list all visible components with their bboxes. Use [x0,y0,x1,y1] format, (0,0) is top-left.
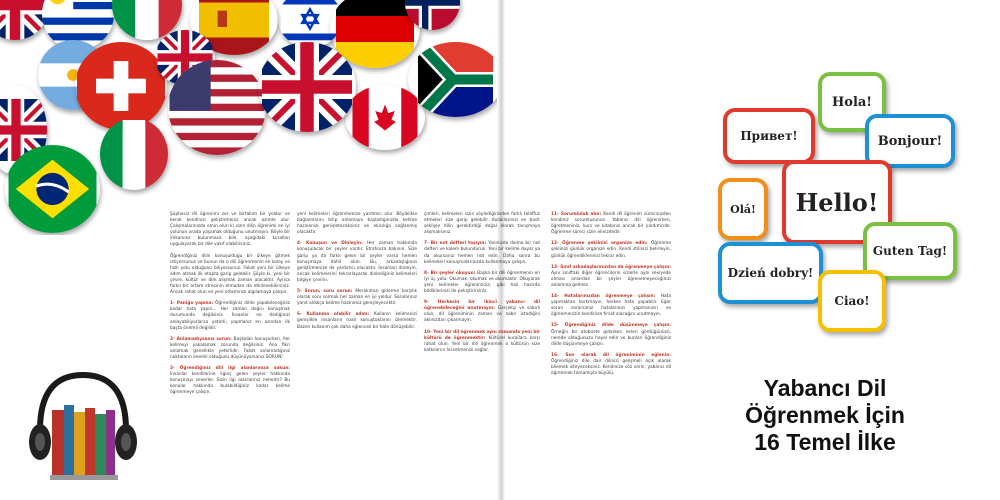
paragraph-text: Her zaman hakkında konuşulacak bir şeyler vardır. Etrafınıza bakının. Size garip ya da farklı gelen bir şeyler varsa hemen konuşmaya dahil olun. Bu, arkadaşlığınızı geliştirmenize de yardımcı olacaktır. İnsanları dinleyin, ancak kelimelerini tekrarlayarak dinlediğiniz kelimeleri bilgiye çevirin. [297,241,417,283]
paragraph-text: Kendi dil öğrenim sürecinizden kendiniz sorumlusunuz. Yabancı dili öğrenirken, öğretmeniniz, kurs ve kitabınız ancak bir yardımcıdır. Öğrenme süreci sizin elinizdedir. [551,212,672,236]
paragraph [297,212,417,236]
brazil-flag-icon [5,145,100,233]
italy-flag-bottom-icon [100,118,168,190]
bubble-dzien-dobry: Dzień dobry! [718,242,823,304]
bubble-ola: Olá! [718,178,768,240]
paragraph-text: Başka bir dili öğrenmenin en iyi üç yolu: Okumak, okumak ve okumaktır. Okuyarak yeni kelimeler öğrenirsiniz; gibi hali hazırda bildiklerinizi de pekiştirirsiniz. [424,270,540,295]
paragraph-text: Merakımızı giderme karşılık olarak soru sormak her zaman en iyi yoldur. Sorularınız yanıt aldıkça kelime hazineniz genişleyecektir. [297,289,417,307]
principle-heading: 4- Konuşun ve Dinleyin: [297,241,368,247]
flag-collage [0,0,505,235]
principle-heading: 6- Kullanma olabilir adım: [297,312,374,318]
principle-heading: 9- Herkesin bir ikinci yabancı dil öğrenebileceğini unutmayın: [424,300,540,312]
paragraph-text: Gerçekçi ve sabırlı olun, dil öğreniminin zaman ve sabır istediğini aklınızdan çıkarmayın. [424,306,540,324]
paragraph [170,301,290,331]
canada-flag-icon [345,85,425,150]
article-title [725,375,925,456]
principle-heading: 5- Sorun, soru sorun: [297,289,356,295]
text-column-4 [551,212,671,382]
paragraph-text: Aynı sınıftaki diğer öğrencilerin sizlerle aynı seviyede olması onlardan bir şeyler öğrenemeyeceğinizi anlamına gelmez. [551,270,671,288]
principle-heading: 13- Sınıf arkadaşlarınızdan da öğrenmeye çalışın: [551,264,671,270]
paragraph [424,300,540,324]
paragraph [551,212,671,236]
paragraph-text: Yanınızda daima bir not defteri ve kalem bulundurun. Yeni bir kelime duyar ya da okursanız hemen not edin. Daha sonra bu kelimeleri konuşmalarınızda kullanmaya çalışın. [424,241,541,265]
principle-heading: 1- Paniğe yapma: [170,301,216,307]
principle-heading: 10- Yeni bir dil öğrenmek aynı zamanda yeni bir kültürü de öğrenmektir: [424,329,540,341]
paragraph [170,337,290,361]
principle-heading: 14- Hatalarınızdan öğrenmeye çalışın: [551,294,661,300]
paragraph [551,241,671,259]
paragraph [170,366,290,396]
bubble-privet: Привет! [723,108,815,164]
paragraph [297,312,417,330]
paragraph-text: çimleri, kelimeleri sizin söylediğinizden farklı telaffuz etmeleri size garip gelebilir. Kulaklarınızı en basit şekliyle dilin gerektirdiği doğal olarak tanışmaya alışmalısınız. [424,212,540,236]
greeting-bubbles [718,70,958,345]
paragraph-text: Öğrenme şeklinizi günlük organize edin. Kendi stilinizi belirleyin, günlük öğrendiklerinizi tekrar edin. [551,241,671,259]
paragraph [424,241,540,265]
paragraph-text: Örneğin bir otobüste giderken neleri gördüğünüzü, nerede olduğunuzu hayal edin ve bunları öğrendiğiniz dilde düşünmeye çalışın. [551,329,671,347]
principle-heading: 12- Öğrenme şeklinizi organize edin: [551,241,652,247]
paragraph-text: İnsanlar kendilerine ilginç gelen şeyler hakkında konuşmayı severler. Sizin ilgi alanlarınız nelerdir? Bu konular hakkında bulabildiğiniz kadar kelime öğrenmeye çalışın. [170,372,290,396]
usa-flag-icon [168,60,266,155]
paragraph-text: Şüphesiz dil öğrenimi zor ve birtakım bir yoldur ve kendi kendinizi geliştirmeniz ancak azimle olur. Çalışmalarınızda emin olun ki sizin dilin öğrenimi en iyi yolunun orada yaşamak olduğunu unutmayın. Böyle bir imkanınız bulunmasa bile, aşağıdaki kuralları uygulayarak bir dile vakıf olabilirsiniz. [170,212,290,248]
principle-heading: 16- Son olarak dil öğreniminin eğlenin: [551,352,671,358]
bubble-ciao: Ciao! [818,270,886,332]
bubble-hello: Hello! [782,160,892,244]
paragraph-text: Hata yapmaktan korkmayın, herkes hata yapabilir. Eğer sorun sorarsanız hatalarınızı yapmanızın ve öğrenmenizin kendinize fırsat olacağını unutmayın. [551,294,671,318]
principle-heading: 2- Anlamadıysanız sorun: [170,336,234,342]
paragraph-text: Öğrendiğiniz dile dair dilinizi gelişmeli açık olarak bilemek isteyeceksiniz. Kendinize söz verin, yabancı dil öğrenmek tamamıyla büyülü. [551,358,671,377]
title-line-2: Öğrenmek İçin [745,402,905,428]
text-column-3 [424,212,540,359]
paragraph-text: Kullanın kelimenizi genişlikle insanların nasıl konuştuklarını izlemektir. Bazen kullanım çok daha eğlenceli bir hale dönüşebilir. [297,312,418,330]
paragraph-text: Öğrendiğiniz dilde yapabileceğiniz kadar hata yapın... Her zaman doğru konuşmak durumunda değilsiniz. İnsanlar ne dediğinizi anlayabiliyorlarsa yeterli; yapmanız en azından ilk başta önemli değildir. [170,301,290,331]
paragraph [424,212,540,236]
principle-heading: 7- Bir not defteri taşıyın: [424,241,489,247]
paragraph [551,294,671,318]
principle-heading: 11- Sorumluluk alın: [551,212,604,217]
paragraph-text: yeni kelimeleri öğrenmenize yardımcı olur. Böylelikle bağlamlarını bilip anlamaya başladığınızda kelime hazinenizi genişleteceksiniz ve akıcılığa sağlanmış olacaktır. [297,212,417,236]
paragraph-text: Öğrendiğiniz dilin konuşulduğu bir ülkeye gitmek istiyorsunuz ve bunun da o dili öğrenmenin en kolay ve hızlı yolu olduğunu biliyorsunuz. Fakat yeni bir ülkeye adım atmak ilk etapta garip gelebilir. Şöyle ki, yeni bir çevre, kültür ve dile alışmak zaman alacaktır. Ayrıca farklı bir ortam stresinin olmadan da etkilenebilirsiniz. Ancak rahat olun ve yeni ortamınızı algılamaya çalışın. [170,253,290,296]
bubble-bonjour: Bonjour! [865,114,955,168]
paragraph [297,289,417,307]
paragraph [170,254,290,297]
principle-heading: 15- Öğrendiğiniz dilde düşünmeye çalışın: [551,323,671,329]
switzerland-flag-icon [75,42,167,130]
text-column-1 [170,212,290,402]
paragraph [551,265,671,289]
paragraph [297,241,417,284]
headphones-books-illustration [28,370,138,485]
title-line-1: Yabancı Dil [763,375,887,401]
paragraph-text: Kültürel kurallara karşı rahat olun. Yeni bir dili öğrenmek o kültürün size katkılarını hissetmenizi sağlar. [424,335,540,353]
bubble-guten-tag: Guten Tag! [863,222,957,280]
uk-flag-right-icon [258,42,356,132]
title-line-3: 16 Temel İlke [754,429,896,455]
paragraph [424,330,540,354]
paragraph [424,271,540,295]
principle-heading: 8- Bir şeyler okuyun: [424,270,478,276]
paragraph [551,323,671,347]
paragraph [551,353,671,377]
paragraph-text: Başkaları konuşurken, her kelimeyi yakalamak zorunda değilsiniz. Ana fikri anlamak genellikle yeterlidir. Fakat anlamadığınız noktaların önemli olduğunu düşünüyorsanız SORUN! [170,336,290,360]
paragraph [170,212,290,249]
bubble-hola: Hola! [818,72,886,132]
text-column-2 [297,212,417,336]
principle-heading: 3- Öğrendiğiniz dili ilgi alanlarınıza sokun: [170,366,290,372]
